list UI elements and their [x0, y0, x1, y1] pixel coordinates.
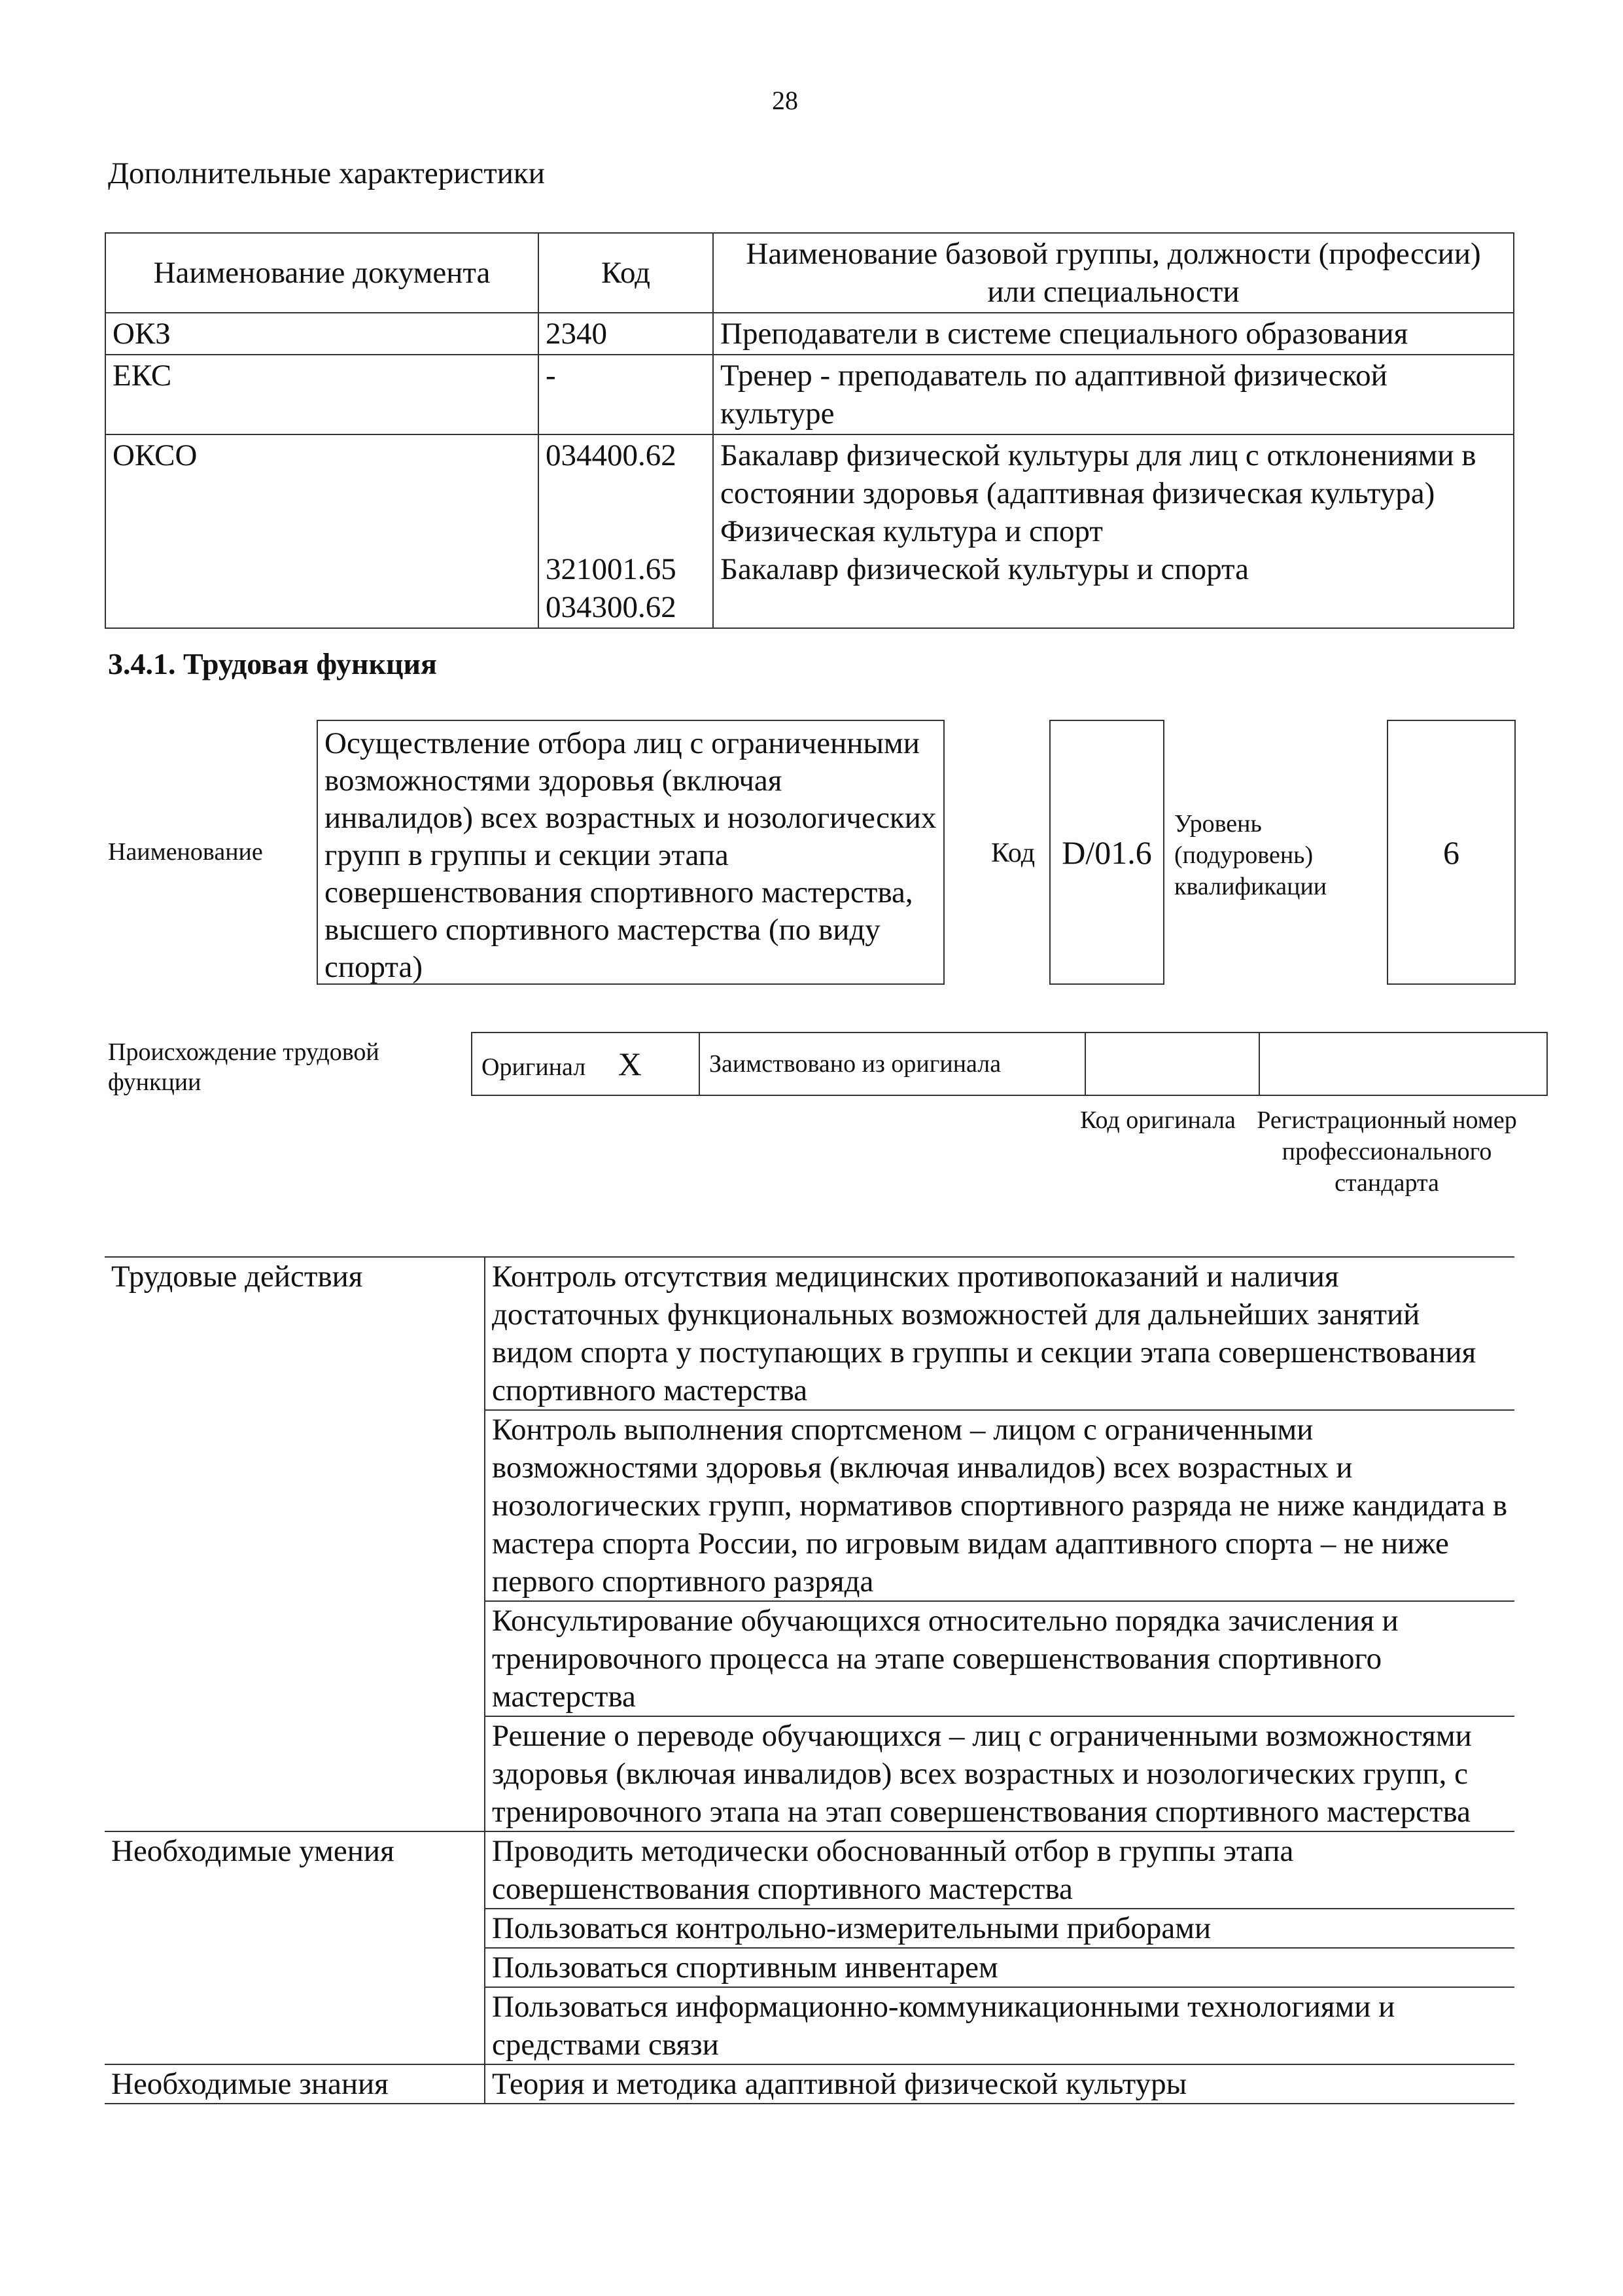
- table-row: [105, 313, 1514, 355]
- page-number: 28: [772, 86, 798, 115]
- level-label: Уровень (подуровень) квалификации: [1174, 810, 1327, 900]
- list-item: Пользоваться контрольно-измерительными приборами: [485, 1909, 1514, 1948]
- reg-number-cell: [1259, 1033, 1547, 1095]
- list-item: Решение о переводе обучающихся – лиц с ограниченными возможностями здоровья (включая инвалидов) всех возрастных и нозологических групп, с тренировочного этапа на этап совершенствования спортивного мастерства: [485, 1716, 1514, 1831]
- level-box: 6: [1387, 720, 1516, 985]
- cell-name: Преподаватели в системе специального образования: [713, 313, 1514, 355]
- row-label: Необходимые умения: [105, 1831, 485, 2064]
- borrowed-cell: Заимствовано из оригинала: [699, 1033, 1085, 1095]
- original-mark: X: [618, 1046, 642, 1082]
- list-item: Проводить методически обоснованный отбор в группы этапа совершенствования спортивного мастерства: [485, 1831, 1514, 1909]
- name-label: Наименование: [108, 838, 263, 866]
- table-row: [105, 1831, 1514, 1909]
- original-cell: [472, 1033, 699, 1095]
- header-doc: Наименование документа: [105, 233, 538, 313]
- table-header-row: [105, 233, 1514, 313]
- list-item: Контроль выполнения спортсменом – лицом с ограниченными возможностями здоровья (включая инвалидов) всех возрастных и нозологических групп, нормативов спортивного разряда не ниже кандидата в мастера спорта России, по игровым видам адаптивного спорта – не ниже первого спортивного разряда: [485, 1410, 1514, 1601]
- cell-doc: ОКЗ: [105, 313, 538, 355]
- cell-name: Бакалавр физической культуры для лиц с отклонениями в состоянии здоровья (адаптивная физическая культура) Физическая культура и спорт Бакалавр физической культуры и спорта: [713, 434, 1514, 628]
- cell-code: 034400.62 321001.65 034300.62: [538, 434, 713, 628]
- table-row: [105, 2064, 1514, 2104]
- function-name-box: Осуществление отбора лиц с ограниченными возможностями здоровья (включая инвалидов) всех возрастных и нозологических групп в группы и секции этапа совершенствования спортивного мастерства, высшего спортивного мастерства (по виду спорта): [317, 720, 945, 985]
- code-label: Код: [991, 838, 1036, 868]
- list-item: Пользоваться спортивным инвентарем: [485, 1948, 1514, 1987]
- list-item: Пользоваться информационно-коммуникационными технологиями и средствами связи: [485, 1987, 1514, 2064]
- function-section-title: 3.4.1. Трудовая функция: [108, 647, 437, 680]
- list-item: Консультирование обучающихся относительно порядка зачисления и тренировочного процесса на этапе совершенствования спортивного мастерства: [485, 1601, 1514, 1716]
- header-name: Наименование базовой группы, должности (профессии) или специальности: [713, 233, 1514, 313]
- origin-label: Происхождение трудовой функции: [108, 1038, 379, 1096]
- cell-name: Тренер - преподаватель по адаптивной физической культуре: [713, 355, 1514, 434]
- code-original-caption: Код оригинала: [1080, 1106, 1236, 1134]
- table-row: [105, 434, 1514, 628]
- list-item: Контроль отсутствия медицинских противопоказаний и наличия достаточных функциональных возможностей для дальнейших занятий видом спорта у поступающих в группы и секции этапа совершенствования спортивного мастерства: [485, 1257, 1514, 1410]
- cell-code: -: [538, 355, 713, 434]
- table-row: [105, 355, 1514, 434]
- cell-doc: ЕКС: [105, 355, 538, 434]
- section-heading: Дополнительные характеристики: [108, 156, 545, 190]
- list-item: Теория и методика адаптивной физической культуры: [485, 2064, 1514, 2104]
- header-code: Код: [538, 233, 713, 313]
- table-row: [105, 1257, 1514, 1410]
- code-original-cell: [1085, 1033, 1259, 1095]
- reg-number-caption: Регистрационный номер профессионального стандарта: [1257, 1106, 1517, 1197]
- row-label: Необходимые знания: [105, 2064, 485, 2104]
- cell-code: 2340: [538, 313, 713, 355]
- origin-table: [471, 1032, 1548, 1096]
- function-code-box: D/01.6: [1049, 720, 1164, 985]
- row-label: Трудовые действия: [105, 1257, 485, 1831]
- details-table: [105, 1256, 1514, 2104]
- cell-doc: ОКСО: [105, 434, 538, 628]
- original-label: Оригинал: [481, 1053, 586, 1081]
- characteristics-table: [105, 232, 1514, 629]
